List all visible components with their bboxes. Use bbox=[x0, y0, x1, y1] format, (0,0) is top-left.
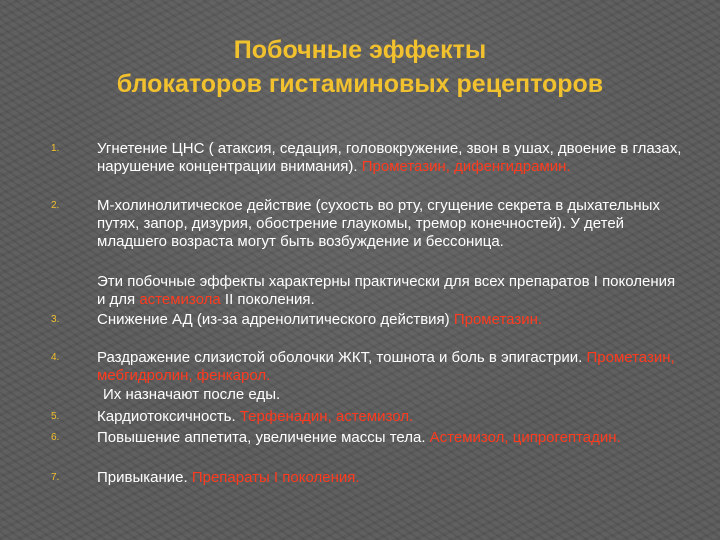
drug-names: Астемизол, ципрогептадин. bbox=[429, 429, 621, 446]
drug-names: Прометазин. bbox=[453, 311, 543, 328]
effect-text: Раздражение слизистой оболочки ЖКТ, тошнота и боль в эпигастрии. bbox=[97, 349, 587, 366]
effect-text: М-холинолитическое действие (сухость во рту, сгущение секрета в дыхательных путях, запор, дизурия, обострение глаукомы, тремор конечностей). У детей младшего возраста могут быть возбуждение и бессоница. bbox=[97, 197, 660, 250]
effect-text: Снижение АД (из-за адренолитического действия) bbox=[97, 311, 454, 328]
list-item-text bbox=[97, 140, 687, 176]
list-number: 5. bbox=[51, 411, 60, 422]
list-item-text bbox=[97, 469, 687, 487]
list-number: 4. bbox=[51, 352, 60, 363]
list-number: 6. bbox=[51, 432, 60, 443]
title-line-1: Побочные эффекты bbox=[233, 36, 487, 64]
note-suffix: II поколения. bbox=[220, 291, 315, 308]
effect-text: Кардиотоксичность. bbox=[97, 408, 240, 425]
list-item-text bbox=[97, 429, 687, 447]
effect-text: Угнетение ЦНС ( атаксия, седация, головокружение, звон в ушах, двоение в глазах, нарушение концентрации внимания). bbox=[97, 140, 682, 175]
list-number: 2. bbox=[51, 200, 60, 211]
effect-text: Повышение аппетита, увеличение массы тела. bbox=[97, 429, 430, 446]
drug-names: астемизола bbox=[139, 291, 221, 308]
drug-names: Прометазин, мебгидролин, фенкарол. bbox=[97, 349, 675, 384]
drug-names: Препараты I поколения. bbox=[191, 469, 360, 486]
slide-title bbox=[0, 33, 720, 101]
drug-names: Терфенадин, астемизол. bbox=[239, 408, 414, 425]
list-item-text bbox=[97, 349, 687, 385]
list-item-text bbox=[97, 311, 687, 329]
note-text bbox=[97, 273, 687, 309]
list-item-text bbox=[97, 408, 687, 426]
list-number: 3. bbox=[51, 314, 60, 325]
title-line-2: блокаторов гистаминовых рецепторов bbox=[116, 70, 604, 98]
list-number: 1. bbox=[51, 143, 60, 154]
note-body: Эти побочные эффекты характерны практически для всех препаратов I поколения и для bbox=[97, 273, 676, 308]
meal-note-text: Их назначают после еды. bbox=[103, 386, 281, 403]
list-item-text bbox=[97, 197, 687, 251]
effect-text: Привыкание. bbox=[97, 469, 192, 486]
drug-names: Прометазин, дифенгидрамин. bbox=[361, 158, 571, 175]
list-number: 7. bbox=[51, 472, 60, 483]
